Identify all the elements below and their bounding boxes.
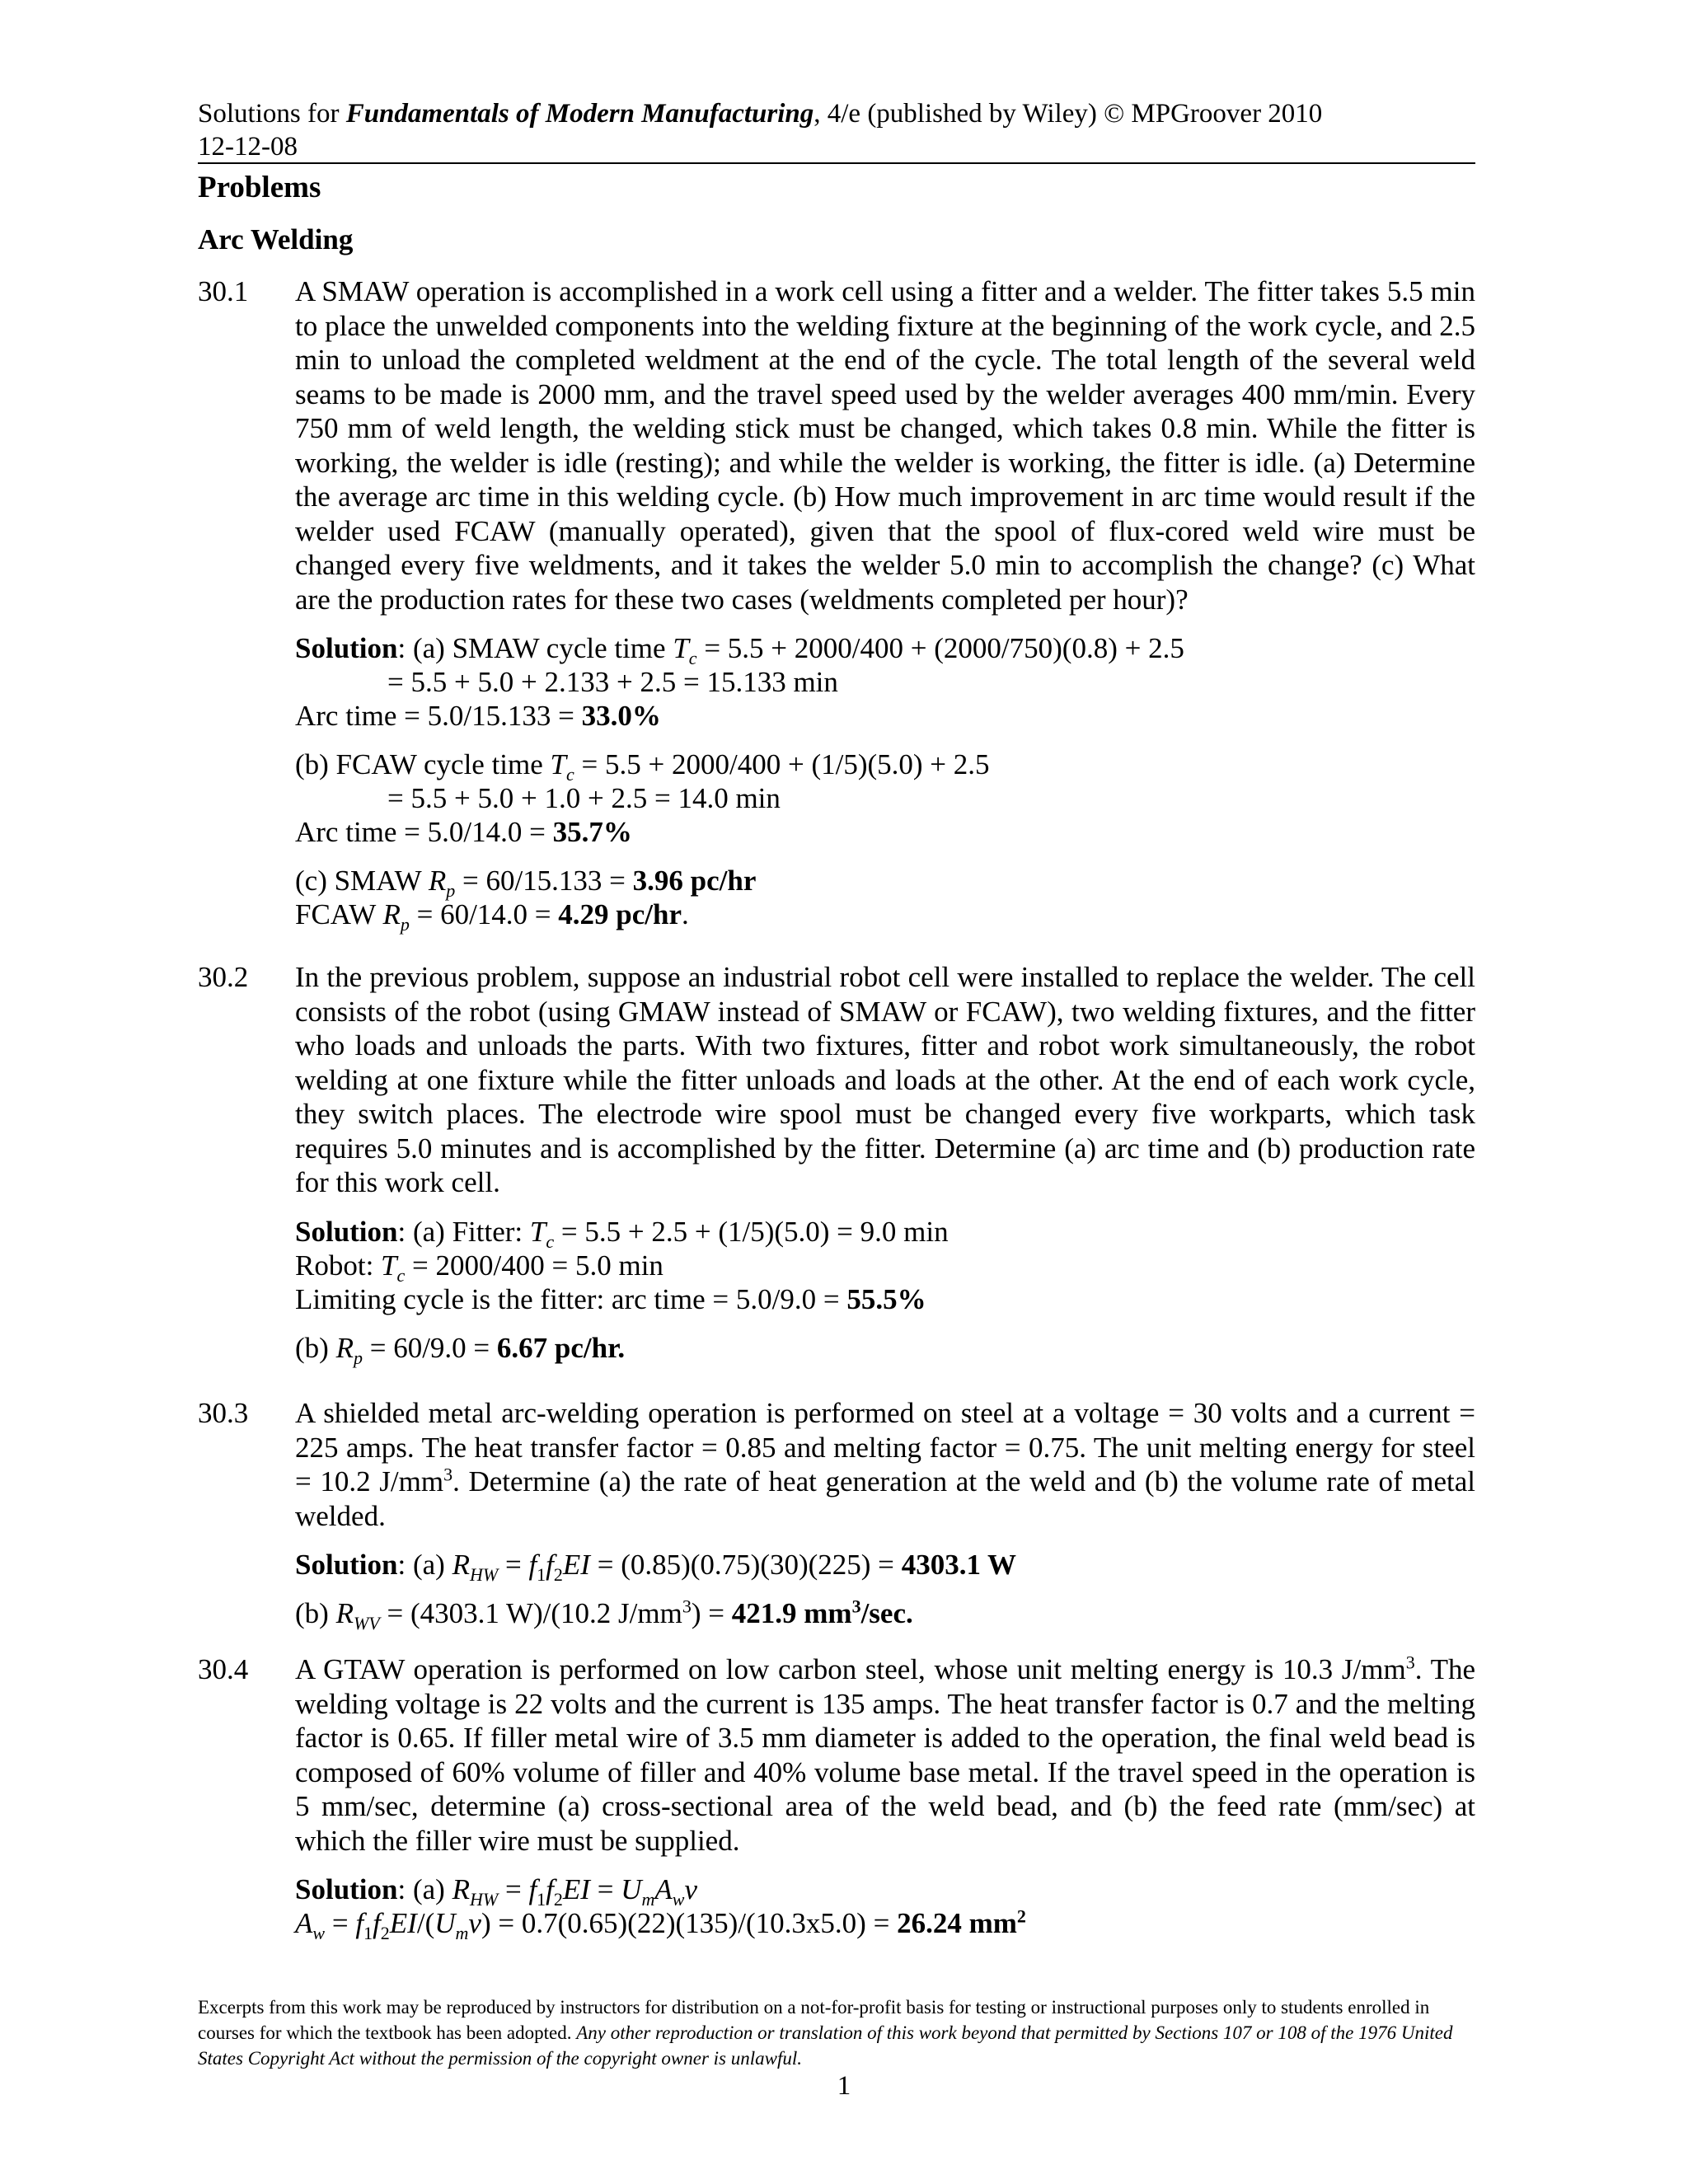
header-line xyxy=(198,97,1475,130)
solution-a-line-2: $A_w = f_1f_2EI/(U_mv) = 0.7(0.65)(22)(135)/(10.3x5.0) = 26.24$ $mm^2$ xyxy=(295,1905,1026,1943)
solution xyxy=(295,631,1475,935)
solution-a-line-1: Solution: (a) $R_{HW} = f_1f_2EI = U_mA_wv$ xyxy=(295,1873,697,1910)
copyright-footer xyxy=(198,1994,1475,2071)
solution-b xyxy=(295,748,1475,849)
problem-number: 30.3 xyxy=(198,1397,249,1429)
footer-notice-italic: Any other reproduction or translation of this work beyond that permitted by Sections 107 or 108 of the 1976 United States Copyright Act without the permission of the copyright owner is unlawful. xyxy=(198,2022,1453,2069)
problem-30-4 xyxy=(198,1652,1475,1943)
problem-text: A GTAW operation is performed on low carbon steel, whose unit melting energy is 10.3 $J/mm^3$. The welding voltage is 22 volts and the current is 135 amps. The heat transfer factor is 0.7 and the melting factor is 0.65. If filler metal wire of 3.5 mm diameter is added to the operation, the final weld bead is composed of 60% volume of filler and 40% volume base metal. If the travel speed in the operation is 5 mm/sec, determine (a) cross-sectional area of the weld bead, and (b) the feed rate (mm/sec) at which the filler wire must be supplied. xyxy=(295,1652,1475,1857)
solution-b xyxy=(295,1596,1475,1633)
subsection-title: Arc Welding xyxy=(198,223,354,255)
solution-c-line-2: FCAW $R_p = 60/14.0 = 4.29$ pc/hr. xyxy=(295,898,689,935)
header-date: 12-12-08 xyxy=(198,132,298,162)
solution-b-line-1: (b) $R_p = 60/9.0 = 6.67$ pc/hr. xyxy=(295,1331,626,1368)
running-header xyxy=(198,97,1475,163)
solution-a-line-3: Limiting cycle is the fitter: arc time = 5.0/9.0 = 55.5% xyxy=(295,1282,926,1315)
problem-text: In the previous problem, suppose an industrial robot cell were installed to replace the welder. The cell consists of the robot (using GMAW instead of SMAW or FCAW), two welding fixtures, and the fitter who loads and unloads the parts. With two fixtures, fitter and robot work simultaneously, the robot welding at one fixture while the fitter unloads and loads at the other. At the end of each work cycle, they switch places. The electrode wire spool must be changed every five workparts, which task requires 5.0 minutes and is accomplished by the fitter. Determine (a) arc time and (b) production rate for this work cell. xyxy=(295,961,1475,1198)
problem-30-2 xyxy=(198,960,1475,1368)
solution-c xyxy=(295,864,1475,935)
solution-a-line-1: Solution: (a) Fitter: $T_c = 5.5 + 2.5 + (1/5)(5.0) = 9.0$ min xyxy=(295,1215,949,1252)
solution-b xyxy=(295,1331,1475,1368)
problem-text: A shielded metal arc-welding operation is performed on steel at a voltage = 30 volts and a current = 225 amps. The heat transfer factor = 0.85 and melting factor = 0.75. The unit melting energy for steel = 10.2 $J/mm^3$. Determine (a) the rate of heat generation at the weld and (b) the volume rate of metal welded. xyxy=(295,1397,1475,1532)
problem-30-1 xyxy=(198,274,1475,935)
solution-a-line-1: Solution: (a) $R_{HW} = f_1f_2EI = (0.85)(0.75)(30)(225) = 4303.1$ W xyxy=(295,1549,1017,1585)
solution-b-line-3: Arc time = 5.0/14.0 = 35.7% xyxy=(295,816,632,848)
solution-b-line-1: (b) $R_{WV} = (4303.1$ W)/(10.2 $J/mm^3) = 421.9$ $mm^3/\sec$. xyxy=(295,1596,913,1633)
header-book-title: Fundamentals of Modern Manufacturing xyxy=(345,99,814,129)
header-prefix: Solutions for xyxy=(198,99,346,129)
solution xyxy=(295,1872,1475,1943)
solution-a-line-2: Robot: $T_c = 2000/400 = 5.0$ min xyxy=(295,1249,663,1286)
solution-a-line-3: Arc time = 5.0/15.133 = 33.0% xyxy=(295,700,661,732)
solution-b-line-1: (b) FCAW cycle time $T_c = 5.5 + 2000/400 + (1/5)(5.0) + 2.5$ xyxy=(295,748,990,785)
section-title: Problems xyxy=(198,171,321,204)
header-divider xyxy=(198,162,1475,164)
problem-text: A SMAW operation is accomplished in a work cell using a fitter and a welder. The fitter takes 5.5 min to place the unwelded components into the welding fixture at the beginning of the work cycle, and 2.5 min to unload the completed weldment at the end of the cycle. The total length of the several weld seams to be made is 2000 mm, and the travel speed used by the welder averages 400 mm/min. Every 750 mm of weld length, the welding stick must be changed, which takes 0.8 min. While the fitter is working, the welder is idle (resting); and while the welder is working, the fitter is idle. (a) Determine the average arc time in this welding cycle. (b) How much improvement in arc time would result if the welder used FCAW (manually operated), given that the spool of flux-cored weld wire must be changed every five weldments, and it takes the welder 5.0 min to accomplish the change? (c) What are the production rates for these two cases (weldments completed per hour)? xyxy=(295,275,1475,616)
solution-c-line-1: (c) SMAW $R_p = 60/15.133 = 3.96$ pc/hr xyxy=(295,865,757,901)
footer-notice: Excerpts from this work may be reproduced by instructors for distribution on a not-for-profit basis for testing or instructional purposes only to students enrolled in courses for which the textbook has been adopted. xyxy=(198,1997,1430,2043)
solution-b-line-2: = 5.5 + 5.0 + 1.0 + 2.5 = 14.0 min xyxy=(387,782,781,814)
header-suffix: , 4/e (published by Wiley) © MPGroover 2010 xyxy=(814,99,1323,129)
problem-number: 30.4 xyxy=(198,1653,249,1685)
solution xyxy=(295,1548,1475,1633)
solution-a-line-1: Solution: (a) SMAW cycle time $T_c = 5.5 + 2000/400 + (2000/750)(0.8) + 2.5$ xyxy=(295,632,1184,668)
problem-number: 30.1 xyxy=(198,275,249,307)
page-number: 1 xyxy=(837,2071,851,2101)
solution xyxy=(295,1215,1475,1368)
solution-a-line-2: = 5.5 + 5.0 + 2.133 + 2.5 = 15.133 min xyxy=(387,666,838,698)
problem-30-3 xyxy=(198,1396,1475,1633)
problem-number: 30.2 xyxy=(198,961,249,993)
